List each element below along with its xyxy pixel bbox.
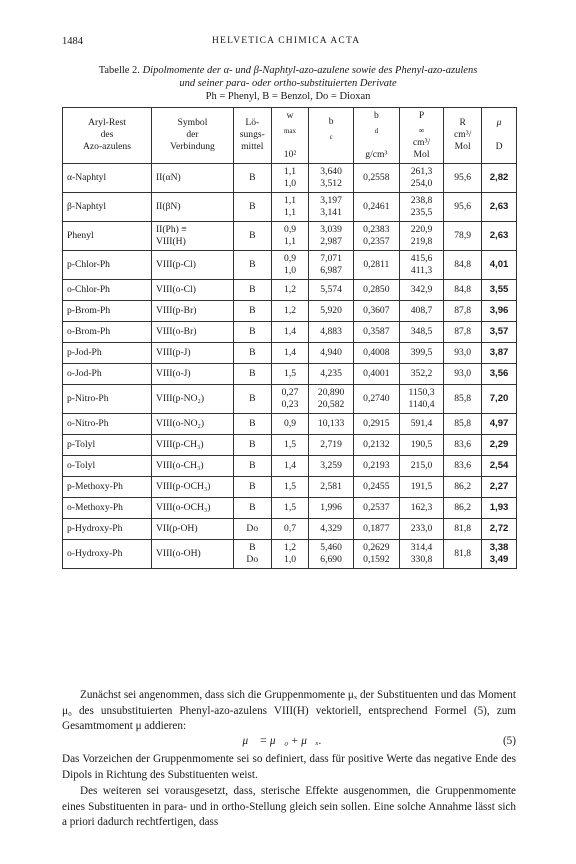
cell-aryl: o-Chlor-Ph bbox=[63, 279, 152, 300]
cell-pinf: 342,9 bbox=[399, 279, 443, 300]
cell-aryl: o-Jod-Ph bbox=[63, 363, 152, 384]
cell-be: 5,460 6,690 bbox=[309, 539, 353, 568]
cell-r: 84,8 bbox=[444, 250, 482, 279]
cell-solvent: B bbox=[233, 476, 271, 497]
caption-line-2: und seiner para- oder ortho-substituierten Derivate bbox=[179, 78, 397, 89]
table-row bbox=[63, 413, 517, 434]
cell-aryl: p-Tolyl bbox=[63, 434, 152, 455]
cell-symbol: VIII(o-CH₃) bbox=[151, 455, 233, 476]
cell-aryl: o-Nitro-Ph bbox=[63, 413, 152, 434]
cell-symbol: VIII(p-NO₂) bbox=[151, 384, 233, 413]
paragraph-2: Das Vorzeichen der Gruppenmomente sei so definiert, dass für positive Werte das negative Ende des Dipols in Richtung des Substituenten weist. bbox=[62, 753, 516, 781]
cell-aryl: p-Brom-Ph bbox=[63, 300, 152, 321]
cell-solvent: B Do bbox=[233, 539, 271, 568]
cell-pinf: 348,5 bbox=[399, 321, 443, 342]
table-body bbox=[63, 163, 517, 568]
cell-symbol: VIII(o-Br) bbox=[151, 321, 233, 342]
cell-solvent: B bbox=[233, 321, 271, 342]
header-b-d: b $_d$ g/cm³ bbox=[353, 108, 399, 164]
journal-title: HELVETICA CHIMICA ACTA bbox=[212, 36, 361, 46]
cell-be: 4,329 bbox=[309, 518, 353, 539]
cell-mu: 3,56 bbox=[482, 363, 517, 384]
cell-be: 20,890 20,582 bbox=[309, 384, 353, 413]
cell-bd: 0,1877 bbox=[353, 518, 399, 539]
cell-aryl: p-Hydroxy-Ph bbox=[63, 518, 152, 539]
cell-be: 2,719 bbox=[309, 434, 353, 455]
cell-be: 10,133 bbox=[309, 413, 353, 434]
cell-mu: 3,55 bbox=[482, 279, 517, 300]
cell-r: 83,6 bbox=[444, 434, 482, 455]
cell-pinf: 191,5 bbox=[399, 476, 443, 497]
cell-mu: 2,27 bbox=[482, 476, 517, 497]
cell-symbol: II(αN) bbox=[151, 163, 233, 192]
table-row bbox=[63, 342, 517, 363]
cell-aryl: α-Naphtyl bbox=[63, 163, 152, 192]
cell-wmax: 1,5 bbox=[271, 476, 309, 497]
table-row bbox=[63, 192, 517, 221]
cell-symbol: VIII(o-NO₂) bbox=[151, 413, 233, 434]
table-row bbox=[63, 434, 517, 455]
header-r: R cm³/ Mol bbox=[444, 108, 482, 164]
cell-mu: 2,82 bbox=[482, 163, 517, 192]
cell-r: 87,8 bbox=[444, 300, 482, 321]
formula-expression: μ⃗ = μ⃗₀ + μ⃗ₓ. bbox=[242, 735, 322, 747]
cell-wmax: 0,9 bbox=[271, 413, 309, 434]
caption-line-3: Ph = Phenyl, B = Benzol, Do = Dioxan bbox=[205, 91, 371, 102]
cell-solvent: B bbox=[233, 250, 271, 279]
cell-bd: 0,3587 bbox=[353, 321, 399, 342]
cell-bd: 0,2740 bbox=[353, 384, 399, 413]
cell-solvent: B bbox=[233, 300, 271, 321]
table-row bbox=[63, 363, 517, 384]
header-symbol: Symbol der Verbindung bbox=[151, 108, 233, 164]
cell-r: 93,0 bbox=[444, 363, 482, 384]
dipole-moment-table bbox=[62, 107, 517, 569]
cell-symbol: VIII(o-OH) bbox=[151, 539, 233, 568]
cell-aryl: o-Hydroxy-Ph bbox=[63, 539, 152, 568]
cell-symbol: VIII(o-Cl) bbox=[151, 279, 233, 300]
cell-symbol: II(βN) bbox=[151, 192, 233, 221]
cell-be: 3,039 2,987 bbox=[309, 221, 353, 250]
cell-bd: 0,3607 bbox=[353, 300, 399, 321]
cell-mu: 3,96 bbox=[482, 300, 517, 321]
cell-wmax: 1,2 bbox=[271, 300, 309, 321]
cell-be: 4,883 bbox=[309, 321, 353, 342]
caption-line-1: Tabelle 2. Dipolmomente der α- und β-Naphtyl-azo-azulene sowie des Phenyl-azo-azulens bbox=[98, 65, 478, 76]
cell-aryl: Phenyl bbox=[63, 221, 152, 250]
cell-pinf: 238,8 235,5 bbox=[399, 192, 443, 221]
cell-aryl: β-Naphtyl bbox=[63, 192, 152, 221]
cell-pinf: 408,7 bbox=[399, 300, 443, 321]
header-b-epsilon: b $_\varepsilon$ bbox=[309, 108, 353, 164]
cell-r: 95,6 bbox=[444, 163, 482, 192]
cell-solvent: B bbox=[233, 497, 271, 518]
cell-bd: 0,2558 bbox=[353, 163, 399, 192]
cell-solvent: B bbox=[233, 413, 271, 434]
cell-be: 7,071 6,987 bbox=[309, 250, 353, 279]
cell-bd: 0,2132 bbox=[353, 434, 399, 455]
cell-wmax: 0,7 bbox=[271, 518, 309, 539]
cell-bd: 0,4001 bbox=[353, 363, 399, 384]
cell-pinf: 399,5 bbox=[399, 342, 443, 363]
cell-pinf: 1150,3 1140,4 bbox=[399, 384, 443, 413]
cell-mu: 7,20 bbox=[482, 384, 517, 413]
cell-pinf: 261,3 254,0 bbox=[399, 163, 443, 192]
cell-wmax: 1,2 bbox=[271, 279, 309, 300]
header-aryl: Aryl-Rest des Azo-azulens bbox=[63, 108, 152, 164]
cell-aryl: o-Brom-Ph bbox=[63, 321, 152, 342]
cell-wmax: 1,5 bbox=[271, 434, 309, 455]
cell-symbol: VIII(p-J) bbox=[151, 342, 233, 363]
header-p-infinity: P $_\infty$ cm³/ Mol bbox=[399, 108, 443, 164]
cell-wmax: 1,1 1,0 bbox=[271, 163, 309, 192]
cell-mu: 2,72 bbox=[482, 518, 517, 539]
cell-solvent: B bbox=[233, 434, 271, 455]
cell-mu: 3,57 bbox=[482, 321, 517, 342]
cell-be: 1,996 bbox=[309, 497, 353, 518]
cell-pinf: 314,4 330,8 bbox=[399, 539, 443, 568]
table-row bbox=[63, 163, 517, 192]
cell-be: 3,197 3,141 bbox=[309, 192, 353, 221]
cell-be: 3,640 3,512 bbox=[309, 163, 353, 192]
cell-aryl: o-Tolyl bbox=[63, 455, 152, 476]
header-mu: μ D bbox=[482, 108, 517, 164]
cell-symbol: VIII(p-OCH₃) bbox=[151, 476, 233, 497]
page-number: 1484 bbox=[62, 36, 83, 47]
cell-r: 85,8 bbox=[444, 413, 482, 434]
cell-symbol: VIII(o-OCH₃) bbox=[151, 497, 233, 518]
cell-wmax: 1,4 bbox=[271, 321, 309, 342]
cell-aryl: p-Chlor-Ph bbox=[63, 250, 152, 279]
cell-pinf: 415,6 411,3 bbox=[399, 250, 443, 279]
cell-r: 84,8 bbox=[444, 279, 482, 300]
header-solvent: Lö- sungs- mittel bbox=[233, 108, 271, 164]
table-row bbox=[63, 384, 517, 413]
cell-wmax: 1,2 1,0 bbox=[271, 539, 309, 568]
cell-symbol: VIII(p-Br) bbox=[151, 300, 233, 321]
table-row bbox=[63, 497, 517, 518]
cell-mu: 2,54 bbox=[482, 455, 517, 476]
cell-r: 83,6 bbox=[444, 455, 482, 476]
cell-pinf: 352,2 bbox=[399, 363, 443, 384]
cell-solvent: B bbox=[233, 163, 271, 192]
cell-solvent: B bbox=[233, 384, 271, 413]
cell-pinf: 215,0 bbox=[399, 455, 443, 476]
table-row bbox=[63, 476, 517, 497]
cell-solvent: B bbox=[233, 279, 271, 300]
cell-bd: 0,2461 bbox=[353, 192, 399, 221]
cell-wmax: 0,27 0,23 bbox=[271, 384, 309, 413]
cell-mu: 2,63 bbox=[482, 221, 517, 250]
header-wmax: w $_{max}$ 10² bbox=[271, 108, 309, 164]
cell-be: 5,574 bbox=[309, 279, 353, 300]
cell-r: 87,8 bbox=[444, 321, 482, 342]
cell-aryl: p-Methoxy-Ph bbox=[63, 476, 152, 497]
cell-mu: 2,63 bbox=[482, 192, 517, 221]
cell-r: 85,8 bbox=[444, 384, 482, 413]
cell-r: 78,9 bbox=[444, 221, 482, 250]
cell-mu: 2,29 bbox=[482, 434, 517, 455]
table-row bbox=[63, 250, 517, 279]
cell-solvent: Do bbox=[233, 518, 271, 539]
cell-bd: 0,2383 0,2357 bbox=[353, 221, 399, 250]
cell-bd: 0,2850 bbox=[353, 279, 399, 300]
cell-bd: 0,4008 bbox=[353, 342, 399, 363]
cell-mu: 1,93 bbox=[482, 497, 517, 518]
cell-be: 2,581 bbox=[309, 476, 353, 497]
cell-wmax: 1,4 bbox=[271, 455, 309, 476]
cell-pinf: 233,0 bbox=[399, 518, 443, 539]
running-header bbox=[62, 36, 514, 50]
cell-solvent: B bbox=[233, 342, 271, 363]
cell-r: 95,6 bbox=[444, 192, 482, 221]
cell-bd: 0,2629 0,1592 bbox=[353, 539, 399, 568]
cell-wmax: 0,9 1,0 bbox=[271, 250, 309, 279]
cell-pinf: 162,3 bbox=[399, 497, 443, 518]
cell-r: 81,8 bbox=[444, 539, 482, 568]
cell-solvent: B bbox=[233, 455, 271, 476]
cell-aryl: p-Nitro-Ph bbox=[63, 384, 152, 413]
table-row bbox=[63, 300, 517, 321]
cell-bd: 0,2193 bbox=[353, 455, 399, 476]
cell-wmax: 1,1 1,1 bbox=[271, 192, 309, 221]
table-header-row bbox=[63, 108, 517, 164]
cell-pinf: 190,5 bbox=[399, 434, 443, 455]
cell-pinf: 591,4 bbox=[399, 413, 443, 434]
formula-number: (5) bbox=[502, 735, 516, 747]
cell-symbol: VIII(p-CH₃) bbox=[151, 434, 233, 455]
cell-r: 81,8 bbox=[444, 518, 482, 539]
cell-mu: 3,38 3,49 bbox=[482, 539, 517, 568]
cell-symbol: VIII(o-J) bbox=[151, 363, 233, 384]
cell-r: 93,0 bbox=[444, 342, 482, 363]
cell-bd: 0,2537 bbox=[353, 497, 399, 518]
table-row bbox=[63, 221, 517, 250]
table-row bbox=[63, 518, 517, 539]
cell-symbol: II(Ph) ≡ VIII(H) bbox=[151, 221, 233, 250]
cell-solvent: B bbox=[233, 192, 271, 221]
cell-symbol: VII(p-OH) bbox=[151, 518, 233, 539]
cell-mu: 4,97 bbox=[482, 413, 517, 434]
cell-aryl: o-Methoxy-Ph bbox=[63, 497, 152, 518]
paragraph-3: Des weiteren sei vorausgesetzt, dass, sterische Effekte ausgenommen, die Gruppenmomente eines Substituenten in para- und in ortho-Stellung gleich sein sollen. Eine solche Annahme lässt sich a priori dadurch rechtfertigen, dass bbox=[62, 785, 516, 829]
table-row bbox=[63, 539, 517, 568]
cell-be: 5,920 bbox=[309, 300, 353, 321]
cell-wmax: 1,5 bbox=[271, 363, 309, 384]
cell-be: 4,940 bbox=[309, 342, 353, 363]
table-row bbox=[63, 455, 517, 476]
cell-r: 86,2 bbox=[444, 497, 482, 518]
cell-bd: 0,2915 bbox=[353, 413, 399, 434]
cell-symbol: VIII(p-Cl) bbox=[151, 250, 233, 279]
table-row bbox=[63, 279, 517, 300]
cell-r: 86,2 bbox=[444, 476, 482, 497]
cell-solvent: B bbox=[233, 221, 271, 250]
cell-be: 4,235 bbox=[309, 363, 353, 384]
cell-mu: 4,01 bbox=[482, 250, 517, 279]
cell-be: 3,259 bbox=[309, 455, 353, 476]
table-row bbox=[63, 321, 517, 342]
cell-wmax: 1,4 bbox=[271, 342, 309, 363]
cell-pinf: 220,9 219,8 bbox=[399, 221, 443, 250]
cell-wmax: 0,9 1,1 bbox=[271, 221, 309, 250]
cell-aryl: p-Jod-Ph bbox=[63, 342, 152, 363]
cell-bd: 0,2455 bbox=[353, 476, 399, 497]
cell-wmax: 1,5 bbox=[271, 497, 309, 518]
table-caption bbox=[62, 64, 514, 103]
cell-bd: 0,2811 bbox=[353, 250, 399, 279]
cell-solvent: B bbox=[233, 363, 271, 384]
formula-5 bbox=[62, 735, 516, 751]
paragraph-1: Zunächst sei angenommen, dass sich die Gruppenmomente μₓ der Substituenten und das Moment μ₀ des unsubstituierten Phenyl-azo-azulens VIII(H) vektoriell, entsprechend Formel (5), zum Gesamtmoment μ addieren: bbox=[62, 689, 516, 733]
cell-mu: 3,87 bbox=[482, 342, 517, 363]
